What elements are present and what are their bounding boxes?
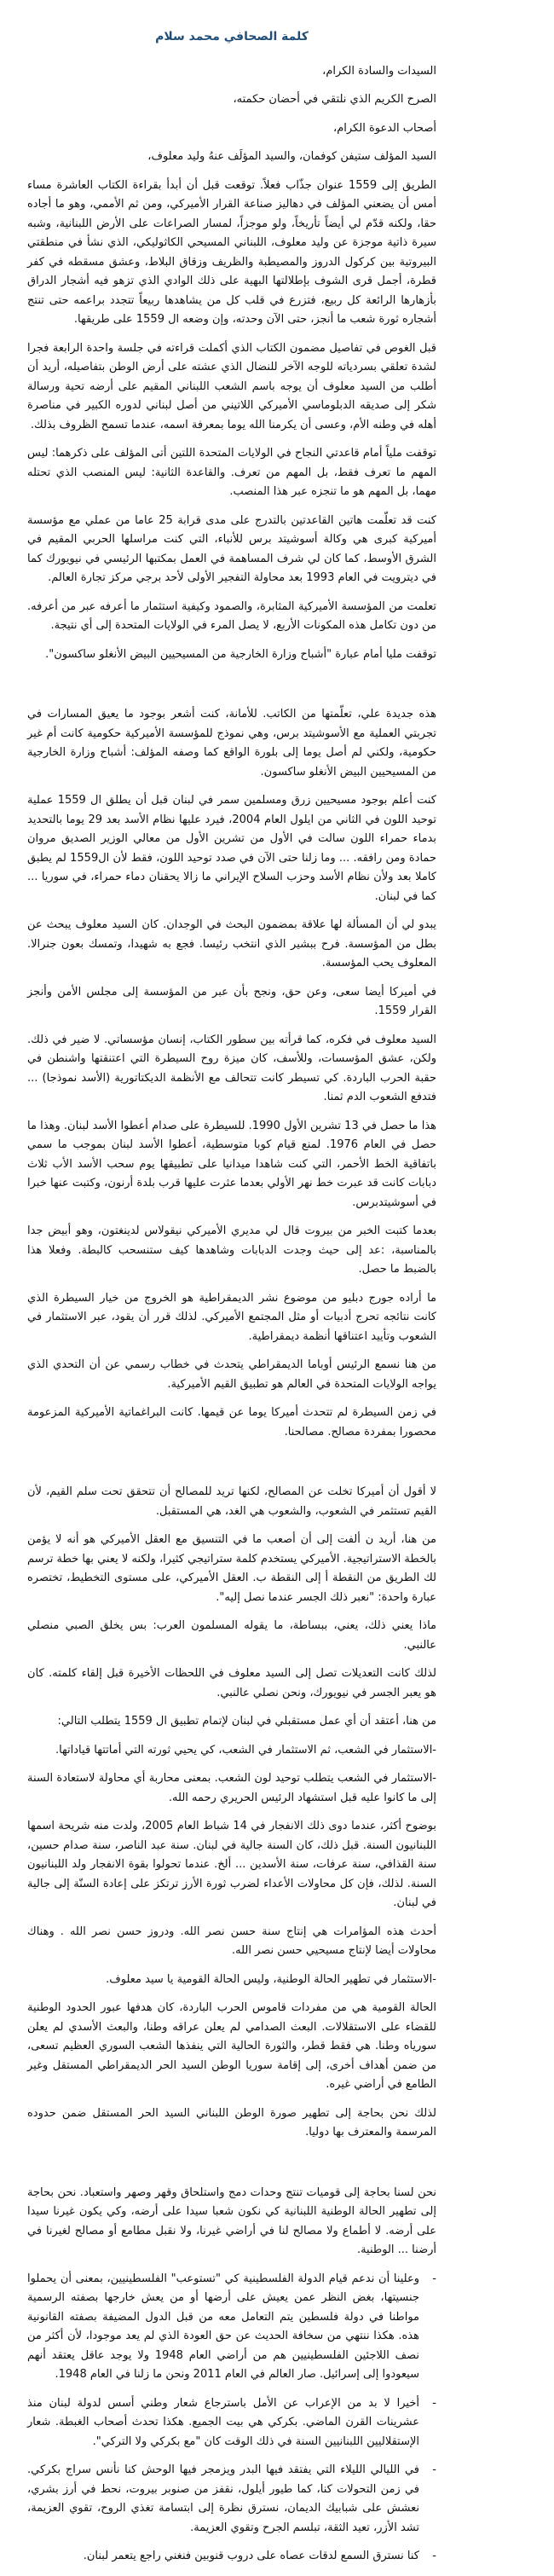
paragraph: من هنا، أعتقد أن أي عمل مستقبلي في لبنان لإتمام تطبيق ال 1559 يتطلب التالي:: [57, 1715, 436, 1728]
paragraph: السيد معلوف في فكره، كما قرأته بين سطور الكتاب، إنسان مؤسساتي. لا ضير في ذلك. ولكن، عشق المؤسسات، وللأسف، كان ميزة روح السيطرة التي اعتنقتها واشنطن في حقبة الحرب الباردة. كي تسيطر كانت تتحالف مع الأنظمة الديكتاتورية (الأسد نموذجا) ... فتدفع الشعوب الدم ثمنا.: [27, 1033, 436, 1103]
list-item-text: في الليالي الليلاء التي يفتقد فيها البدر ويزمجر فيها الوحش كنا نأنس سراج بكركي. في زمن التحولات كنا، كما طيور أيلول، نقفز من صنوبر بيروت، نحط في أرز بشري، نعشش على شبابيك الديمان، نسترق نظرة إلى ابتسامة تغذي الروح، تقوي العزيمة، تشد الأزر، تعيد الثقة، تبلسم الجرح وتقوي العزيمة.: [27, 2463, 419, 2534]
paragraph: الطريق إلى 1559 عنوان جذّاب فعلاً. توقعت قبل أن أبدأ بقراءة الكتاب العاشرة مساء أمس أن يضعني المؤلف في دهاليز صناعة القرار الأميركي، ومن ثم الأممي، وهو ما أجاده حقا، ولكنه قدّم لي أيضاً تأريخاً، ولو موجزاً، لمسار الصراعات على الأرض اللبنانية، وشبه سيرة ذاتية موجزة عن وليد معلوف، اللبناني المسيحي الكاثوليكي، الذي نشأ في منطقتي البيروتية بين كركول الدروز والمصيطبة والظريف وزقاق البلاط، وعشق مسقطه في كفر قطرة، أجمل قرى الشوف بإطلالتها البهية على ذلك الوادي الذي تزهو فيه أشجار الدراق بأزهارها الرائعة كل ربيع، فتزرع في قلب كل من يشاهدها ربيعاً تتجدد براعمه حتى تنتج أشجاره ثورة شعب ما أنجز، حتى الآن وحدته، وإن وضعه ال 1559 على طريقها.: [27, 178, 436, 326]
paragraph: كنت قد تعلّمت هاتين القاعدتين بالتدرج على مدى قرابة 25 عاما من عملي مع مؤسسة أميركية كبرى هي وكالة أسوشيتد برس للأنباء، التي كنت مراسلها الحربي المقيم في الشرق الأوسط، كما كان لي شرف المساهمة في العمل بمكتبها الرئيسي في نيويورك كما في ديترويت في العام 1993 بعد محاولة التفجير الأولى لأحد برجي مركز تجارة العالم.: [27, 513, 436, 584]
list-item: [27, 2461, 436, 2538]
dash-bullet-icon: -: [432, 2396, 436, 2410]
paragraph: هذا ما حصل في 13 تشرين الأول 1990. للسيطرة على صدام أعطوا الأسد لبنان. وهذا ما حصل في العام 1976. لمنع قيام كوبا متوسطية، أعطوا الأسد لبنان بموجب ما سمي باتفاقية الخط الأحمر، التي كنت شاهدا ميدانيا على تطبيقها يوم سحب الأسد الأب ثلاث دبابات كانت قد عبرت خط نهر الأولي بعدما عثرت عليها قرب بلدة أرنون، وكتبت عنها خبرا في أسوشيتدبرس.: [27, 1119, 437, 1209]
paragraph: كنت أعلم بوجود مسيحيين زرق ومسلمين سمر في لبنان قبل أن يطلق ال 1559 عملية توحيد اللون في الثاني من ايلول العام 2004، فيرد عليها نظام الأسد بعد 29 يوما بالتحديد بدماء حمراء اللون سالت في الأول من تشرين الأول من معالي الوزير الصديق مروان حمادة ومن رافقه. ... وما زلنا حتى الآن في صدد توحيد اللون، فقط لأن ال1559 لم يطبق كاملا بعد ولأن نظام الأسد وحزب السلاح الإيراني ما زالا يحقنان دماء حمراء، في سوريا ... كما في لبنان.: [27, 794, 436, 903]
article-body: [27, 62, 436, 2567]
paragraph: توقفت ملياً أمام قاعدتي النجاح في الولايات المتحدة اللتين أتى المؤلف على ذكرهما: ليس المهم ما تعرف فقط، بل المهم من تعرف. والقاعدة الثانية: ليس المنصب الذي تحتله مهما، بل المهم هو ما تنجزه عبر هذا المنصب.: [27, 447, 436, 498]
paragraph: لذلك كانت التعديلات تصل إلى السيد معلوف في اللحظات الأخيرة قبل إلقاء كلمته. كان هو يعبر الجسر في نيويورك، ونحن نصلي عالنبي.: [27, 1667, 436, 1699]
document-page: [27, 0, 436, 2576]
paragraph: -الاستثمار في الشعب يتطلب توحيد لون الشعب. بمعنى محاربة أي محاولة لاستعادة السنة إلى ما كانوا عليه قبل استشهاد الرئيس الحريري رحمه الله.: [27, 1772, 436, 1804]
paragraph: بعدما كتبت الخبر من بيروت قال لي مديري الأميركي نيقولاس لدينغتون، وهو أبيض جدا بالمناسبة، :عد إلى حيث وجدت الدبابات وشاهدها كيف ستنسحب كالبطة. وفعلا هذا بالضبط ما حصل.: [27, 1224, 436, 1276]
paragraph: -الاستثمار في الشعب، ثم الاستثمار في الشعب، كي يحيي ثورته التي أماتتها قياداتها.: [55, 1743, 436, 1757]
list-item: [27, 2394, 436, 2452]
paragraph: الحالة القومية هي من مفردات قاموس الحرب الباردة، كان هدفها عبور الحدود الوطنية للقضاء على الاستقلالات. البعث الصدامي لم يعلن عراقه وطنا، والبعث الأسدي لم يعلن سورياه وطنا. هي فقط قطر، والثورة الحالية التي ينفذها الشعب السوري العظيم تسعى، من ضمن أهداف أخرى، إلى إقامة سوريا الوطن السيد الحر الديمقراطي المستقل وغير الطامع في أراضي غيره.: [27, 2001, 436, 2091]
page-title: كلمة الصحافي محمد سلام: [155, 30, 309, 43]
list-item-text: أخيرا لا بد من الإعراب عن الأمل باسترجاع شعار وطني أسس لدولة لبنان منذ عشرينات القرن الماضي. بكركي هي بيت الجميع. هكذا تحدث أصحاب الغبطة. شعار الإستقلاليين اللبنانيين السنة في ذلك الوقت كان "مع بكركي ولا التركي".: [27, 2396, 419, 2448]
dash-bullet-icon: -: [432, 2463, 436, 2476]
list-item-text: وعلينا أن ندعم قيام الدولة الفلسطينية كي "تستوعب" الفلسطينيين، بمعنى أن يحملوا جنسيتها، بغض النظر عمن يعيش على أرضها أو من يعش خارجها بصفته الرسمية مواطنا في دولة فلسطين يتم التعامل معه من قبل الدول المضيفة بصفته القانونية هذه. هكذا ننتهي من سخافة الحديث عن حق العودة الذي لم يعد موجودا، لأن أكثر من نصف اللاجئين الفلسطينيين هم من أراضي العام 1948 ولا يوجد عاقل يعتقد أنهم سيعودوا إلى إسرائيل. صار العالم في العام 2011 ونحن ما زلنا في العام 1948.: [27, 2272, 420, 2381]
list-item-text: كنا نسترق السمع لدقات عصاه على دروب قنوبين فنغني راجع يتعمر لبنان.: [83, 2550, 419, 2562]
paragraph: لا أقول أن أميركا تخلت عن المصالح، لكنها تريد للمصالح أن تتحقق تحت سلم القيم، لأن القيم تستثمر في الشعوب، والشعوب هي الغد، هي المستقبل.: [27, 1485, 436, 1518]
paragraph: هذه جديدة علي، تعلّمتها من الكاتب. للأمانة، كنت أشعر بوجود ما يعيق المسارات في تجربتي العملية مع الأسوشيتد برس، وهي نموذج للمؤسسة الأميركية حكومية كانت أم غير حكومية، ولكني لم أصل يوما إلى بلورة الواقع كما وصفه المؤلف: أشباح وزارة الخارجية من المسيحيين البيض الأنغلو ساكسون.: [27, 708, 436, 779]
bullet-list: [27, 2270, 436, 2567]
paragraph: توقفت مليا أمام عبارة "أشباح وزارة الخارجية من المسيحيين البيض الأنغلو ساكسون".: [45, 647, 436, 661]
salutation: السيدات والسادة الكرام،: [322, 64, 436, 78]
dash-bullet-icon: -: [432, 2272, 436, 2285]
paragraph: من هنا نسمع الرئيس أوباما الديمقراطي يتحدث في خطاب رسمي عن أن التحدي الذي يواجه الولايات المتحدة في العالم هو تطبيق القيم الأميركية.: [27, 1358, 436, 1391]
paragraph: من هنا، أريد ن ألفت إلى أن أصعب ما في التنسيق مع العقل الأميركي هو أنه لا يؤمن بالخطة الاستراتيجية. الأميركي يستخدم كلمة ستراتيجي كثيرا، ولكنه لا يعني بها خطة ترسم لك الطريق من النقطة أ إلى النقطة ب. العقل الأميركي، على مستوى التخطيط، تختصره عبارة واحدة: "نعبر ذلك الجسر عندما نصل إليه".: [27, 1533, 436, 1604]
paragraph: قبل الغوص في تفاصيل مضمون الكتاب الذي أكملت قراءته في جلسة واحدة الرابعة فجرا لشدة تعلقي بسردياته للوجه الآخر للنضال الذي عشته على أرض الوطن بتفاصيله، أريد أن أطلب من السيد معلوف أن يوجه باسم الشعب اللبناني المقيم على أرضه تحية ورسالة شكر إلى صديقه الدبلوماسي الأميركي اللاتيني من أصل لبناني لدوره الكبير في مناصرة أهله في وطنه الأم، وعسى أن يكرمنا الله يوما بمعرفة اسمه، عندما تسمح الظروف بذلك.: [27, 341, 436, 431]
salutation: أصحاب الدعوة الكرام،: [333, 121, 436, 135]
paragraph: في أميركا أيضا سعى، وعن حق، ونجح بأن عبر من المؤسسة إلى مجلس الأمن وأنجز القرار 1559.: [27, 985, 436, 1017]
paragraph: ماذا يعني ذلك، يعني، ببساطة، ما يقوله المسلمون العرب: بس يخلق الصبي منصلي عالنبي.: [27, 1619, 436, 1652]
salutation: السيد المؤلف ستيفن كوفمان، والسيد المؤلَف عنهُ وليد معلوف،: [147, 150, 436, 163]
paragraph: أحدث هذه المؤامرات هي إنتاج سنة حسن نصر الله. ودروز حسن نصر الله . وهناك محاولات أيضا لإنتاج مسيحيي حسن نصر الله.: [27, 1925, 436, 1957]
list-item: [27, 2547, 436, 2567]
paragraph: لذلك نحن بحاجة إلى تطهير صورة الوطن اللبناني السيد الحر المستقل ضمن حدوده المرسمة والمعترف بها دوليا.: [27, 2106, 436, 2139]
paragraph: تعلمت من المؤسسة الأميركية المثابرة، والصمود وكيفية استثمار ما أعرفه عبر من أعرفه. من دون تكامل هذه المكونات الأربع، لا يصل المرء في الولايات المتحدة إلى أي نتيجة.: [27, 599, 436, 632]
list-item: [27, 2270, 436, 2385]
dash-bullet-icon: -: [432, 2550, 436, 2562]
paragraph: في زمن السيطرة لم تتحدث أميركا يوما عن قيمها. كانت البراغماتية الأميركية المزعومة محصورا بمفردة مصالح. مصالحنا.: [27, 1406, 436, 1439]
paragraph: بوضوح أكثر، عندما دوى ذلك الانفجار في 14 شباط العام 2005، ولدت منه شريحة اسمها اللبنانيون السنة. قبل ذلك، كان السنة جالية في لبنان. سنة عبد الناصر، سنة صدام حسين، سنة القذافي، سنة عرفات، سنة الأسدين ... ألخ. عندما تحولوا بقوة الانفجار ولد اللبنانيون السنة. لذلك، فإن كل محاولات الأعداء لضرب ثورة الأرز ترتكز على إعادة السنّة إلى جالية في لبنان.: [27, 1820, 436, 1909]
paragraph: -الاستثمار في تطهير الحالة الوطنية، وليس الحالة القومية يا سيد معلوف.: [106, 1972, 436, 1986]
paragraph: نحن لسنا بحاجة إلى قوميات تنتج وحدات دمج واستلحاق وقهر وصهر واستعباد. نحن بحاجة إلى تطهير الحالة الوطنية اللبنانية كي نكون شعبا سيدا على أرضه، وكي يكون غيرنا سيدا على أرضه. لا أطماع ولا مصالح لنا في أراضي غيرنا، ولا نقبل مطامع أو مصالح لغيرنا في أرضنا ... الوطنية.: [27, 2185, 436, 2256]
paragraph: يبدو لي أن المسألة لها علاقة بمضمون البحث في الوجدان. كان السيد معلوف يبحث عن بطل من المؤسسة. فرح ببشير الذي انتخب رئيسا. فجع به شهيدا، وتمسك بعون جنرالا. المعلوف يحب المؤسسة.: [27, 918, 436, 970]
salutation: الصرح الكريم الذي نلتقي في أحضان حكمته،: [233, 93, 436, 106]
paragraph: ما أراده جورج دبليو من موضوع نشر الديمقراطية هو الخروج من خيار السيطرة الذي كانت نتائجه تحرج أدبيات أو مثل المجتمع الأميركي. لذلك قرر أن يقود، عبر الاستثمار في الشعوب وتأييد اعتناقها أنظمة ديمقراطية.: [27, 1291, 436, 1343]
